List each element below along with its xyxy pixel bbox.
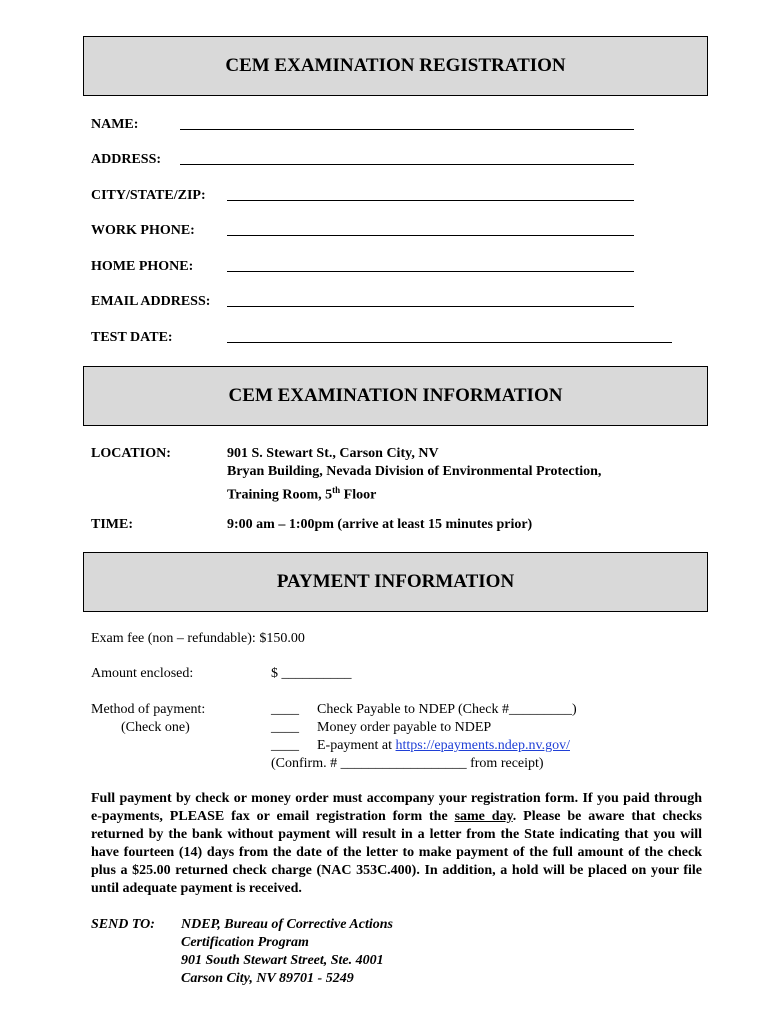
email-address-label: EMAIL ADDRESS: [91, 294, 211, 309]
e-payment-text: E-payment at [317, 738, 396, 753]
test-date-field[interactable] [227, 342, 672, 343]
payment-notice-same-day: same day [454, 809, 513, 824]
home-phone-field[interactable] [227, 271, 634, 272]
money-order-option-label: Money order payable to NDEP [317, 720, 492, 735]
location-line-3 [227, 481, 376, 505]
city-state-zip-field[interactable] [227, 200, 634, 201]
registration-title: CEM EXAMINATION REGISTRATION [225, 55, 566, 76]
information-title: CEM EXAMINATION INFORMATION [228, 385, 563, 406]
send-to-line-1: NDEP, Bureau of Corrective Actions [181, 917, 393, 932]
e-payment-option-blank[interactable]: ____ [271, 738, 299, 753]
payment-notice [91, 790, 702, 898]
email-address-field[interactable] [227, 306, 634, 307]
registration-header [83, 36, 708, 96]
time-value: 9:00 am – 1:00pm (arrive at least 15 minutes prior) [227, 517, 533, 532]
payment-notice-part-2: . Please be aware that checks returned by the bank without payment will result in a letter from the State indicating that you will have fourteen (14) days from the date of the letter to make payment of the full amount of the check plus a $25.00 returned check charge (NAC 353C.400). In addition, a hold will be placed on your file until adequate payment is received. [91, 809, 703, 896]
amount-label: Amount enclosed: [91, 666, 194, 681]
payment-title: PAYMENT INFORMATION [276, 571, 515, 592]
information-header [83, 366, 708, 426]
name-label: NAME: [91, 117, 139, 132]
city-state-zip-label: CITY/STATE/ZIP: [91, 188, 206, 203]
location-floor-suffix: th [332, 485, 341, 495]
send-to-line-3: 901 South Stewart Street, Ste. 4001 [181, 953, 384, 968]
confirmation-number: (Confirm. # __________________ from receipt) [271, 756, 544, 771]
send-to-line-4: Carson City, NV 89701 - 5249 [181, 971, 354, 986]
home-phone-label: HOME PHONE: [91, 259, 194, 274]
method-sub-label: (Check one) [121, 720, 190, 735]
location-label: LOCATION: [91, 446, 171, 461]
amount-field[interactable]: $ __________ [271, 666, 352, 681]
address-label: ADDRESS: [91, 152, 162, 167]
location-line-2: Bryan Building, Nevada Division of Environmental Protection, [227, 464, 602, 479]
payment-notice-part-1: Full payment by check or money order must accompany your registration form. If you paid through e-payments, PLEASE fax or email registration form the [91, 791, 702, 824]
test-date-label: TEST DATE: [91, 330, 173, 345]
name-field[interactable] [180, 129, 634, 130]
location-room: Training Room, 5 [227, 487, 333, 503]
e-payment-option-label [317, 737, 570, 755]
send-to-line-2: Certification Program [181, 935, 309, 950]
payment-header [83, 552, 708, 612]
work-phone-field[interactable] [227, 235, 634, 236]
location-floor: Floor [340, 487, 377, 503]
time-label: TIME: [91, 517, 133, 532]
location-line-1: 901 S. Stewart St., Carson City, NV [227, 446, 439, 461]
money-order-option-blank[interactable]: ____ [271, 720, 299, 735]
check-option-label: Check Payable to NDEP (Check #_________) [317, 702, 577, 717]
address-field[interactable] [180, 164, 634, 165]
e-payment-link[interactable]: https://epayments.ndep.nv.gov/ [395, 738, 570, 753]
method-label: Method of payment: [91, 702, 206, 717]
work-phone-label: WORK PHONE: [91, 223, 195, 238]
send-to-label: SEND TO: [91, 917, 155, 932]
exam-fee: Exam fee (non – refundable): $150.00 [91, 631, 305, 646]
check-option-blank[interactable]: ____ [271, 702, 299, 717]
